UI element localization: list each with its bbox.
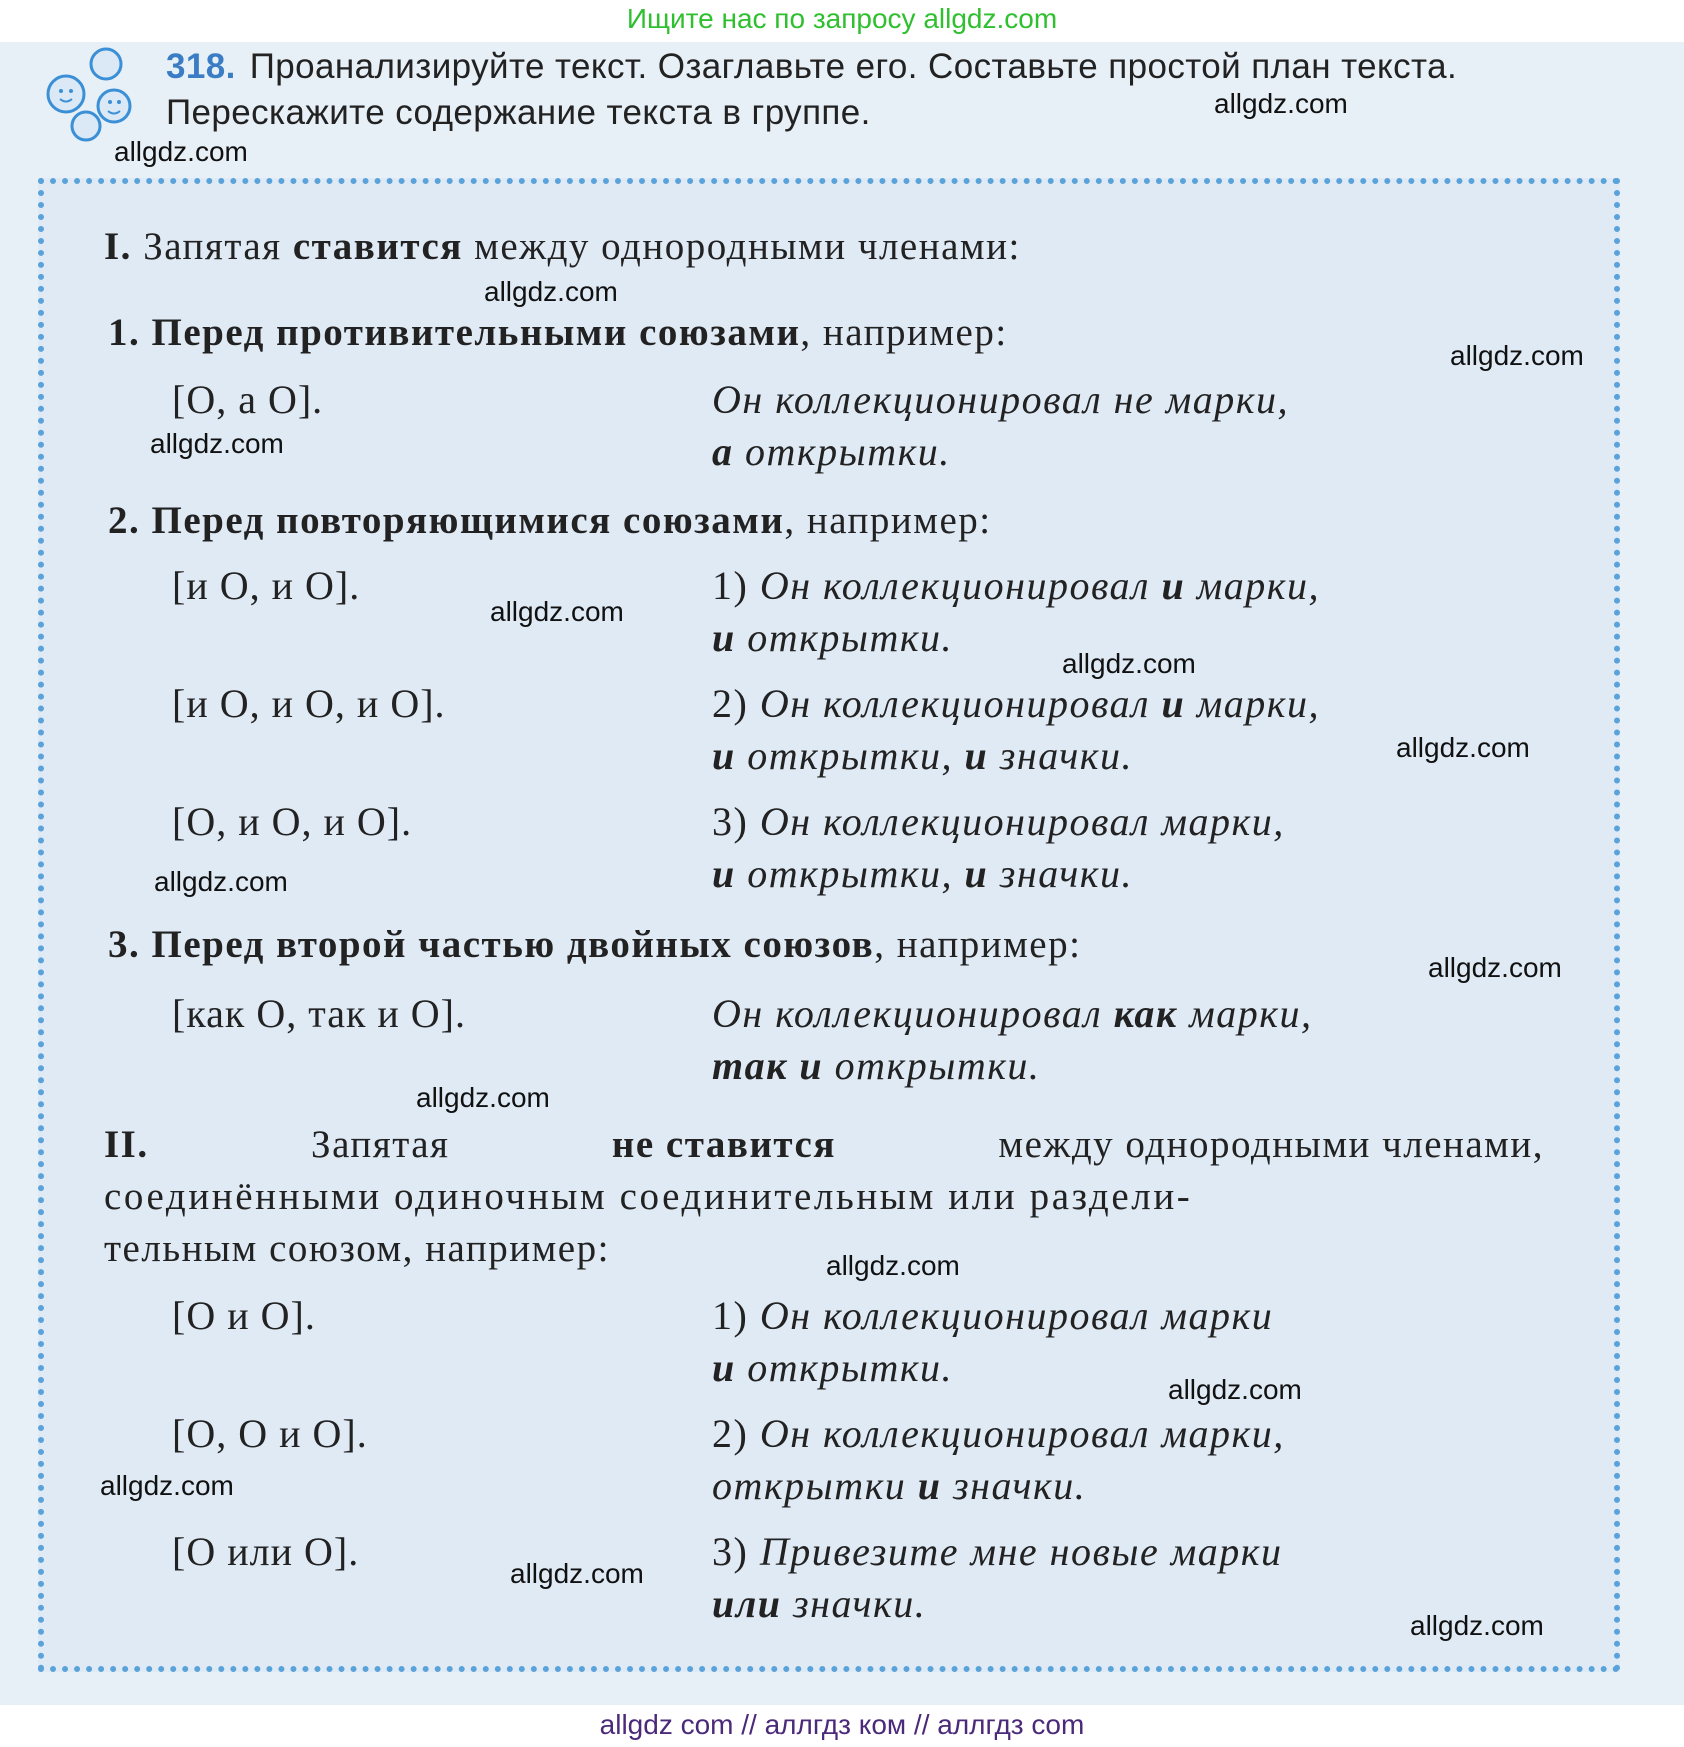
- item-1-example-line-1: Он коллекционировал не марки,: [712, 377, 1289, 422]
- section-1-heading-c: между однородными членами:: [474, 225, 1021, 268]
- top-banner[interactable]: Ищите нас по запросу allgdz.com: [626, 3, 1058, 34]
- section-2-row-2-line-1: [712, 1408, 1285, 1460]
- section-2-roman: II.: [104, 1123, 149, 1166]
- section-2-row-1-l2a: и: [712, 1345, 736, 1390]
- item-3-l2b: открытки.: [834, 1043, 1041, 1088]
- task-statement: [166, 44, 1626, 136]
- section-2-row-2-l1: Он коллекционировал марки,: [759, 1411, 1285, 1456]
- watermark: allgdz.com: [150, 428, 284, 459]
- item-2-row-1-l1b: и: [1161, 563, 1186, 608]
- watermark: allgdz.com: [1062, 648, 1196, 679]
- watermark: allgdz.com: [484, 276, 618, 307]
- item-3-number: 3.: [108, 923, 141, 966]
- item-2-row-3-scheme: [О, и О, и О].: [172, 799, 413, 844]
- item-1-scheme: [О, а О].: [172, 377, 324, 422]
- section-2-row-3-line-1: [712, 1526, 1282, 1578]
- item-2-number: 2.: [108, 499, 141, 542]
- item-2-row-3-l1a: Он коллекционировал марки,: [759, 799, 1285, 844]
- item-2-row-2-scheme: [и О, и О, и О].: [172, 681, 446, 726]
- section-1-heading-a: Запятая: [143, 225, 282, 268]
- section-2-row-3-l2a: или: [712, 1581, 782, 1626]
- watermark: allgdz.com: [1450, 340, 1584, 371]
- item-2-row-1-l2a: и: [712, 615, 736, 660]
- item-1-example-conj: а: [712, 429, 734, 474]
- item-2-row-3-l2d: значки.: [999, 851, 1134, 896]
- section-2-row-3-num: 3): [712, 1529, 749, 1574]
- section-2-w3: между однородными членами,: [998, 1123, 1544, 1166]
- item-3-l2a: так и: [712, 1043, 824, 1088]
- item-2-row-2-l2a: и: [712, 733, 736, 778]
- section-2-row-3-l2b: значки.: [793, 1581, 927, 1626]
- item-1-number: 1.: [108, 311, 141, 354]
- item-2-heading: [108, 496, 992, 546]
- item-2-row-2-l1b: и: [1161, 681, 1186, 726]
- section-2-row-1-l1: Он коллекционировал марки: [759, 1293, 1274, 1338]
- item-2-row-3-l2c: и: [964, 851, 989, 896]
- item-2-tail: , например:: [784, 499, 992, 542]
- watermark: allgdz.com: [1428, 952, 1562, 983]
- watermark: allgdz.com: [826, 1250, 960, 1281]
- item-2-row-3-line-1: [712, 796, 1285, 848]
- item-2-row-2-line-2: [712, 730, 1133, 782]
- section-2-line-1: [104, 1120, 1544, 1170]
- task-number: 318.: [166, 47, 236, 86]
- section-2-row-2-l2c: значки.: [953, 1463, 1087, 1508]
- item-1-tail: , например:: [800, 311, 1008, 354]
- item-3-l1a: Он коллекционировал: [712, 991, 1103, 1036]
- item-2-row-3-num: 3): [712, 799, 749, 844]
- item-1-example-rest: открытки.: [745, 429, 951, 474]
- section-2-row-3-scheme: [О или О].: [172, 1529, 360, 1574]
- bottom-banner[interactable]: allgdz com // аллгдз ком // аллгдз com: [0, 1705, 1684, 1745]
- section-2-row-3-l1: Привезите мне новые марки: [759, 1529, 1283, 1574]
- section-1-roman: I.: [104, 225, 132, 268]
- section-2-w1: Запятая: [311, 1123, 450, 1166]
- item-2-row-1-l2b: открытки.: [747, 615, 954, 660]
- item-3-title: Перед второй частью двойных союзов: [151, 923, 875, 966]
- section-2-row-3-line-2: [712, 1578, 926, 1630]
- item-2-row-1-num: 1): [712, 563, 749, 608]
- section-2-row-1-line-1: [712, 1290, 1273, 1342]
- watermark: allgdz.com: [1410, 1610, 1544, 1641]
- watermark: allgdz.com: [416, 1082, 550, 1113]
- section-1-heading-b: ставится: [292, 225, 463, 268]
- section-2-row-2-num: 2): [712, 1411, 749, 1456]
- watermark: allgdz.com: [1214, 88, 1348, 119]
- section-2-line-3: тельным союзом, например:: [104, 1227, 610, 1270]
- item-2-row-1-line-2: [712, 612, 953, 664]
- section-1-heading: [104, 222, 1021, 272]
- section-2-row-2-l2b: и: [917, 1463, 942, 1508]
- section-2-row-2-line-2: [712, 1460, 1086, 1512]
- section-2-row-2-l2a: открытки: [712, 1463, 907, 1508]
- item-3-scheme: [как О, так и О].: [172, 991, 466, 1036]
- item-2-row-2-l1a: Он коллекционировал: [759, 681, 1150, 726]
- section-2-row-2-scheme: [О, О и О].: [172, 1411, 368, 1456]
- section-2-row-1-num: 1): [712, 1293, 749, 1338]
- task-line-1: Проанализируйте текст. Озаглавьте его. Составьте простой план текста.: [249, 47, 1458, 86]
- item-3-tail: , например:: [874, 923, 1082, 966]
- item-1-title: Перед противительными союзами: [151, 311, 801, 354]
- item-2-row-2-num: 2): [712, 681, 749, 726]
- watermark: allgdz.com: [510, 1558, 644, 1589]
- watermark: allgdz.com: [1396, 732, 1530, 763]
- item-2-row-3-line-2: [712, 848, 1133, 900]
- section-2-row-1-scheme: [О и О].: [172, 1293, 316, 1338]
- item-2-row-2-l1c: марки,: [1196, 681, 1320, 726]
- item-1-heading: [108, 308, 1008, 358]
- watermark: allgdz.com: [114, 136, 248, 167]
- item-2-row-2-l2b: открытки,: [747, 733, 954, 778]
- item-2-row-2-l2c: и: [964, 733, 989, 778]
- section-2-row-1-line-2: [712, 1342, 953, 1394]
- item-2-row-1-l1c: марки,: [1196, 563, 1320, 608]
- item-2-row-3-l2b: открытки,: [747, 851, 954, 896]
- watermark: allgdz.com: [1168, 1374, 1302, 1405]
- watermark: allgdz.com: [100, 1470, 234, 1501]
- item-1-example-line-2: [712, 426, 951, 478]
- item-3-heading: [108, 920, 1081, 970]
- section-2-row-1-l2b: открытки.: [747, 1345, 954, 1390]
- item-2-title: Перед повторяющимися союзами: [151, 499, 785, 542]
- item-3-example-line-2: [712, 1040, 1040, 1092]
- item-2-row-1-scheme: [и О, и О].: [172, 563, 361, 608]
- item-3-example-line-1: [712, 988, 1312, 1040]
- item-2-row-2-line-1: [712, 678, 1320, 730]
- watermark: allgdz.com: [490, 596, 624, 627]
- group-work-icon: [36, 44, 146, 144]
- item-2-row-2-l2d: значки.: [999, 733, 1134, 778]
- item-3-l1c: марки,: [1189, 991, 1313, 1036]
- item-3-l1b: как: [1113, 991, 1178, 1036]
- section-2-w2: не ставится: [611, 1123, 836, 1166]
- item-2-row-1-line-1: [712, 560, 1320, 612]
- item-2-row-3-l2a: и: [712, 851, 736, 896]
- task-line-2: Перескажите содержание текста в группе.: [166, 93, 871, 132]
- section-2-line-2: соединёнными одиночным соединительным или раздели-: [104, 1175, 1193, 1218]
- watermark: allgdz.com: [154, 866, 288, 897]
- item-2-row-1-l1a: Он коллекционировал: [759, 563, 1150, 608]
